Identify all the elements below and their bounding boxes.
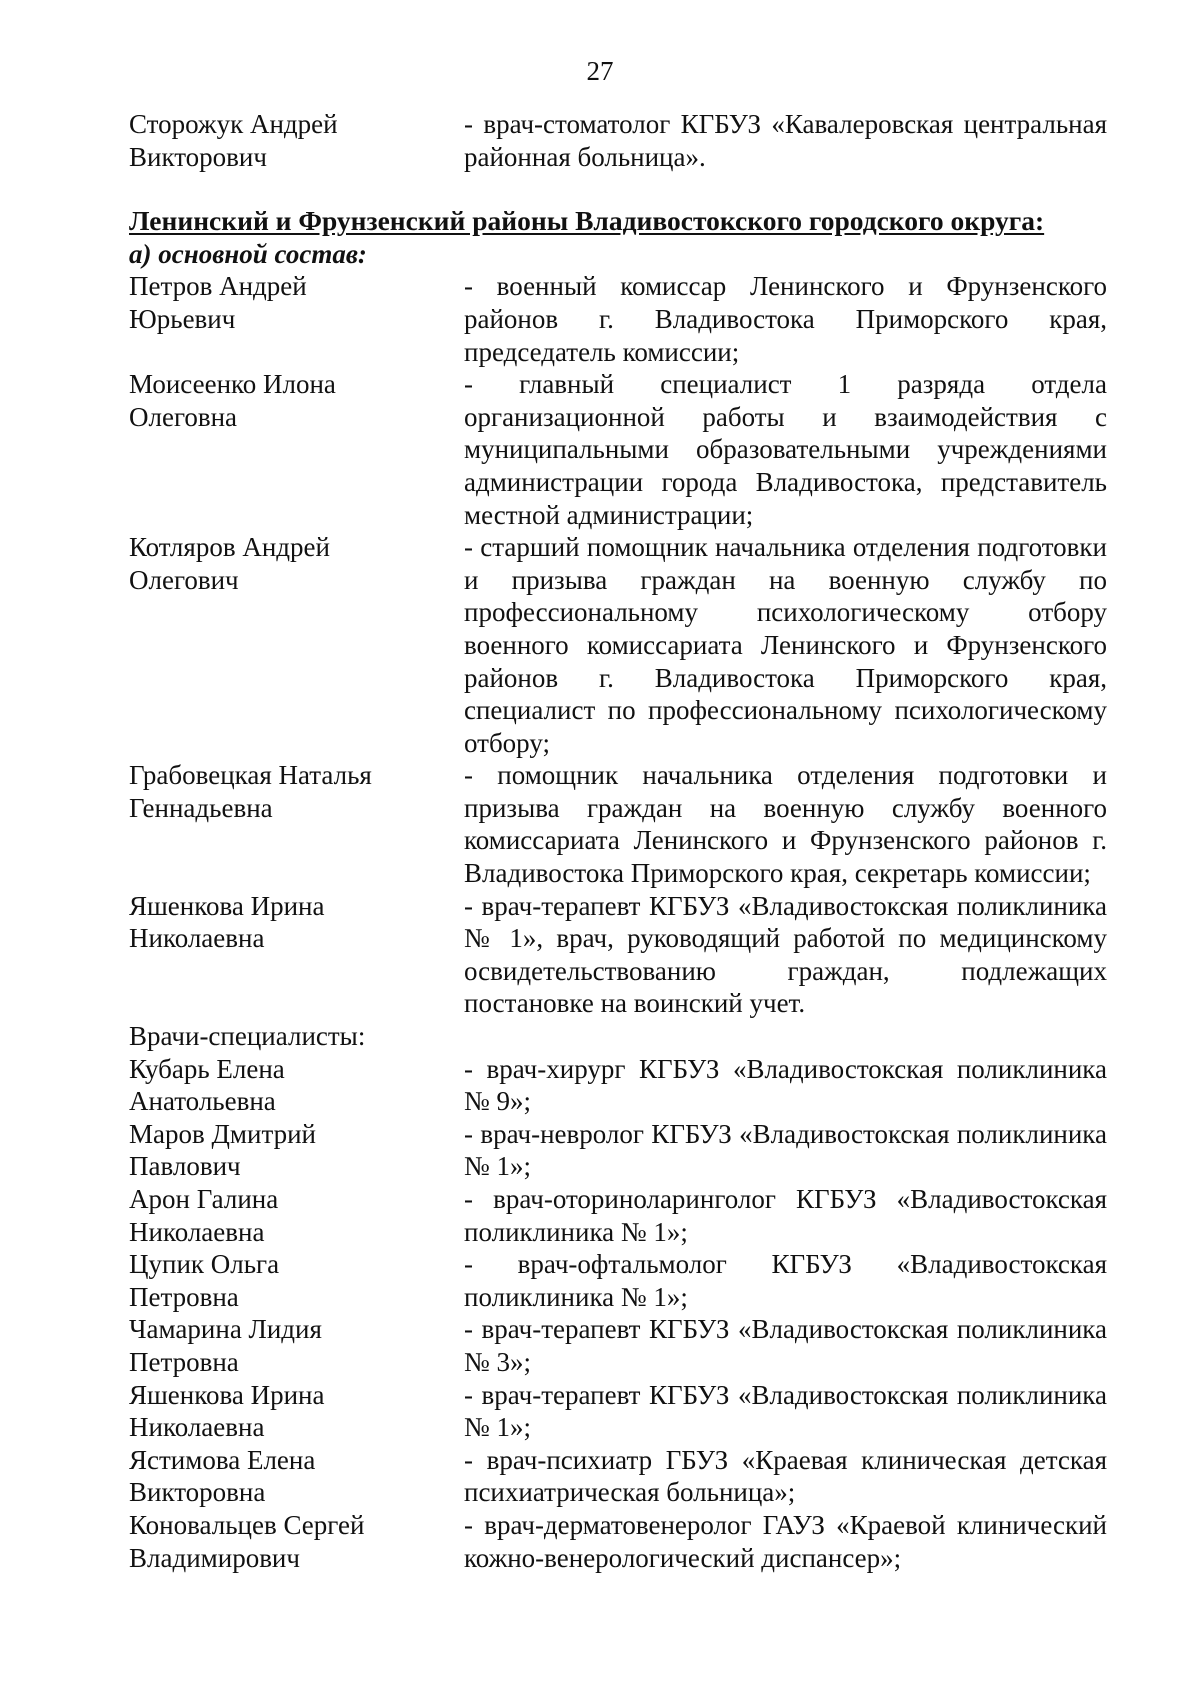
specialist-position: - врач-дерматовенеролог ГАУЗ «Краевой клинический кожно-венерологический диспансер»; <box>464 1509 1107 1573</box>
member-name: Яшенкова Ирина Николаевна <box>129 890 325 954</box>
specialist-name: Цупик Ольга Петровна <box>129 1249 280 1312</box>
member-entry <box>129 890 1107 1020</box>
member-entry <box>129 368 1107 531</box>
specialist-entry <box>129 1118 1107 1183</box>
specialist-position: - врач-психиатр ГБУЗ «Краевая клиническая детская психиатрическая больница»; <box>464 1444 1107 1508</box>
specialist-entry <box>129 1183 1107 1248</box>
specialist-position: - врач-оториноларинголог КГБУЗ «Владивостокская поликлиника № 1»; <box>464 1184 1107 1247</box>
specialist-position: - врач-терапевт КГБУЗ «Владивостокская поликлиника № 3»; <box>464 1314 1107 1377</box>
specialist-name: Коновальцев Сергей Владимирович <box>129 1509 365 1573</box>
member-position: - помощник начальника отделения подготовки и призыва граждан на военную службу военного комиссариата Ленинского и Фрунзенского районов г. Владивостока Приморского края, секретарь комиссии; <box>464 760 1107 889</box>
specialist-entry <box>129 1444 1107 1509</box>
subsection-heading: а) основной состав: <box>129 238 367 269</box>
specialist-entry <box>129 1248 1107 1313</box>
member-name: Грабовецкая Наталья Геннадьевна <box>129 760 372 823</box>
member-name: Моисеенко Илона Олеговна <box>129 369 336 432</box>
specialist-entry <box>129 1379 1107 1444</box>
specialist-position: - врач-терапевт КГБУЗ «Владивостокская поликлиника № 1»; <box>464 1379 1107 1443</box>
specialists-label: Врачи-специалисты: <box>129 1021 366 1052</box>
member-name: Петров Андрей Юрьевич <box>129 271 307 334</box>
member-entry <box>129 759 1107 889</box>
specialist-name: Ястимова Елена Викторовна <box>129 1444 316 1508</box>
member-position: - врач-стоматолог КГБУЗ «Кавалеровская центральная районная больница». <box>464 109 1107 172</box>
member-position: - старший помощник начальника отделения подготовки и призыва граждан на военную службу по профессиональному психологическому отбору военного комиссариата Ленинского и Фрунзенского районов г. Владивостока Приморского края, специалист по профессиональному психологическому отбору; <box>464 532 1107 758</box>
member-position: - военный комиссар Ленинского и Фрунзенского районов г. Владивостока Приморского края, председатель комиссии; <box>464 271 1107 367</box>
specialist-name: Арон Галина Николаевна <box>129 1184 279 1247</box>
member-entry <box>129 531 1107 759</box>
specialist-name: Чамарина Лидия Петровна <box>129 1314 322 1377</box>
specialist-position: - врач-невролог КГБУЗ «Владивостокская поликлиника № 1»; <box>464 1118 1107 1182</box>
member-entry <box>129 108 1107 173</box>
specialist-position: - врач-хирург КГБУЗ «Владивостокская поликлиника № 9»; <box>464 1053 1107 1117</box>
member-position: - главный специалист 1 разряда отдела организационной работы и взаимодействия с муниципальными образовательными учреждениями администрации города Владивостока, представитель местной администрации; <box>464 369 1107 530</box>
section-heading: Ленинский и Фрунзенский районы Владивостокского городского округа: <box>129 205 1045 237</box>
specialist-entry <box>129 1313 1107 1378</box>
document-body <box>129 108 1107 1574</box>
member-position: - врач-терапевт КГБУЗ «Владивостокская поликлиника № 1», врач, руководящий работой по медицинскому освидетельствованию граждан, подлежащих постановке на воинский учет. <box>464 890 1107 1019</box>
page-number: 27 <box>586 56 614 86</box>
specialist-name: Маров Дмитрий Павлович <box>129 1118 316 1182</box>
member-name: Котляров Андрей Олегович <box>129 532 330 595</box>
member-entry <box>129 270 1107 368</box>
specialist-name: Кубарь Елена Анатольевна <box>129 1053 285 1117</box>
specialist-entry <box>129 1509 1107 1574</box>
specialist-name: Яшенкова Ирина Николаевна <box>129 1379 325 1443</box>
specialist-position: - врач-офтальмолог КГБУЗ «Владивостокская поликлиника № 1»; <box>464 1249 1107 1312</box>
specialist-entry <box>129 1053 1107 1118</box>
member-name: Сторожук Андрей Викторович <box>129 109 338 172</box>
